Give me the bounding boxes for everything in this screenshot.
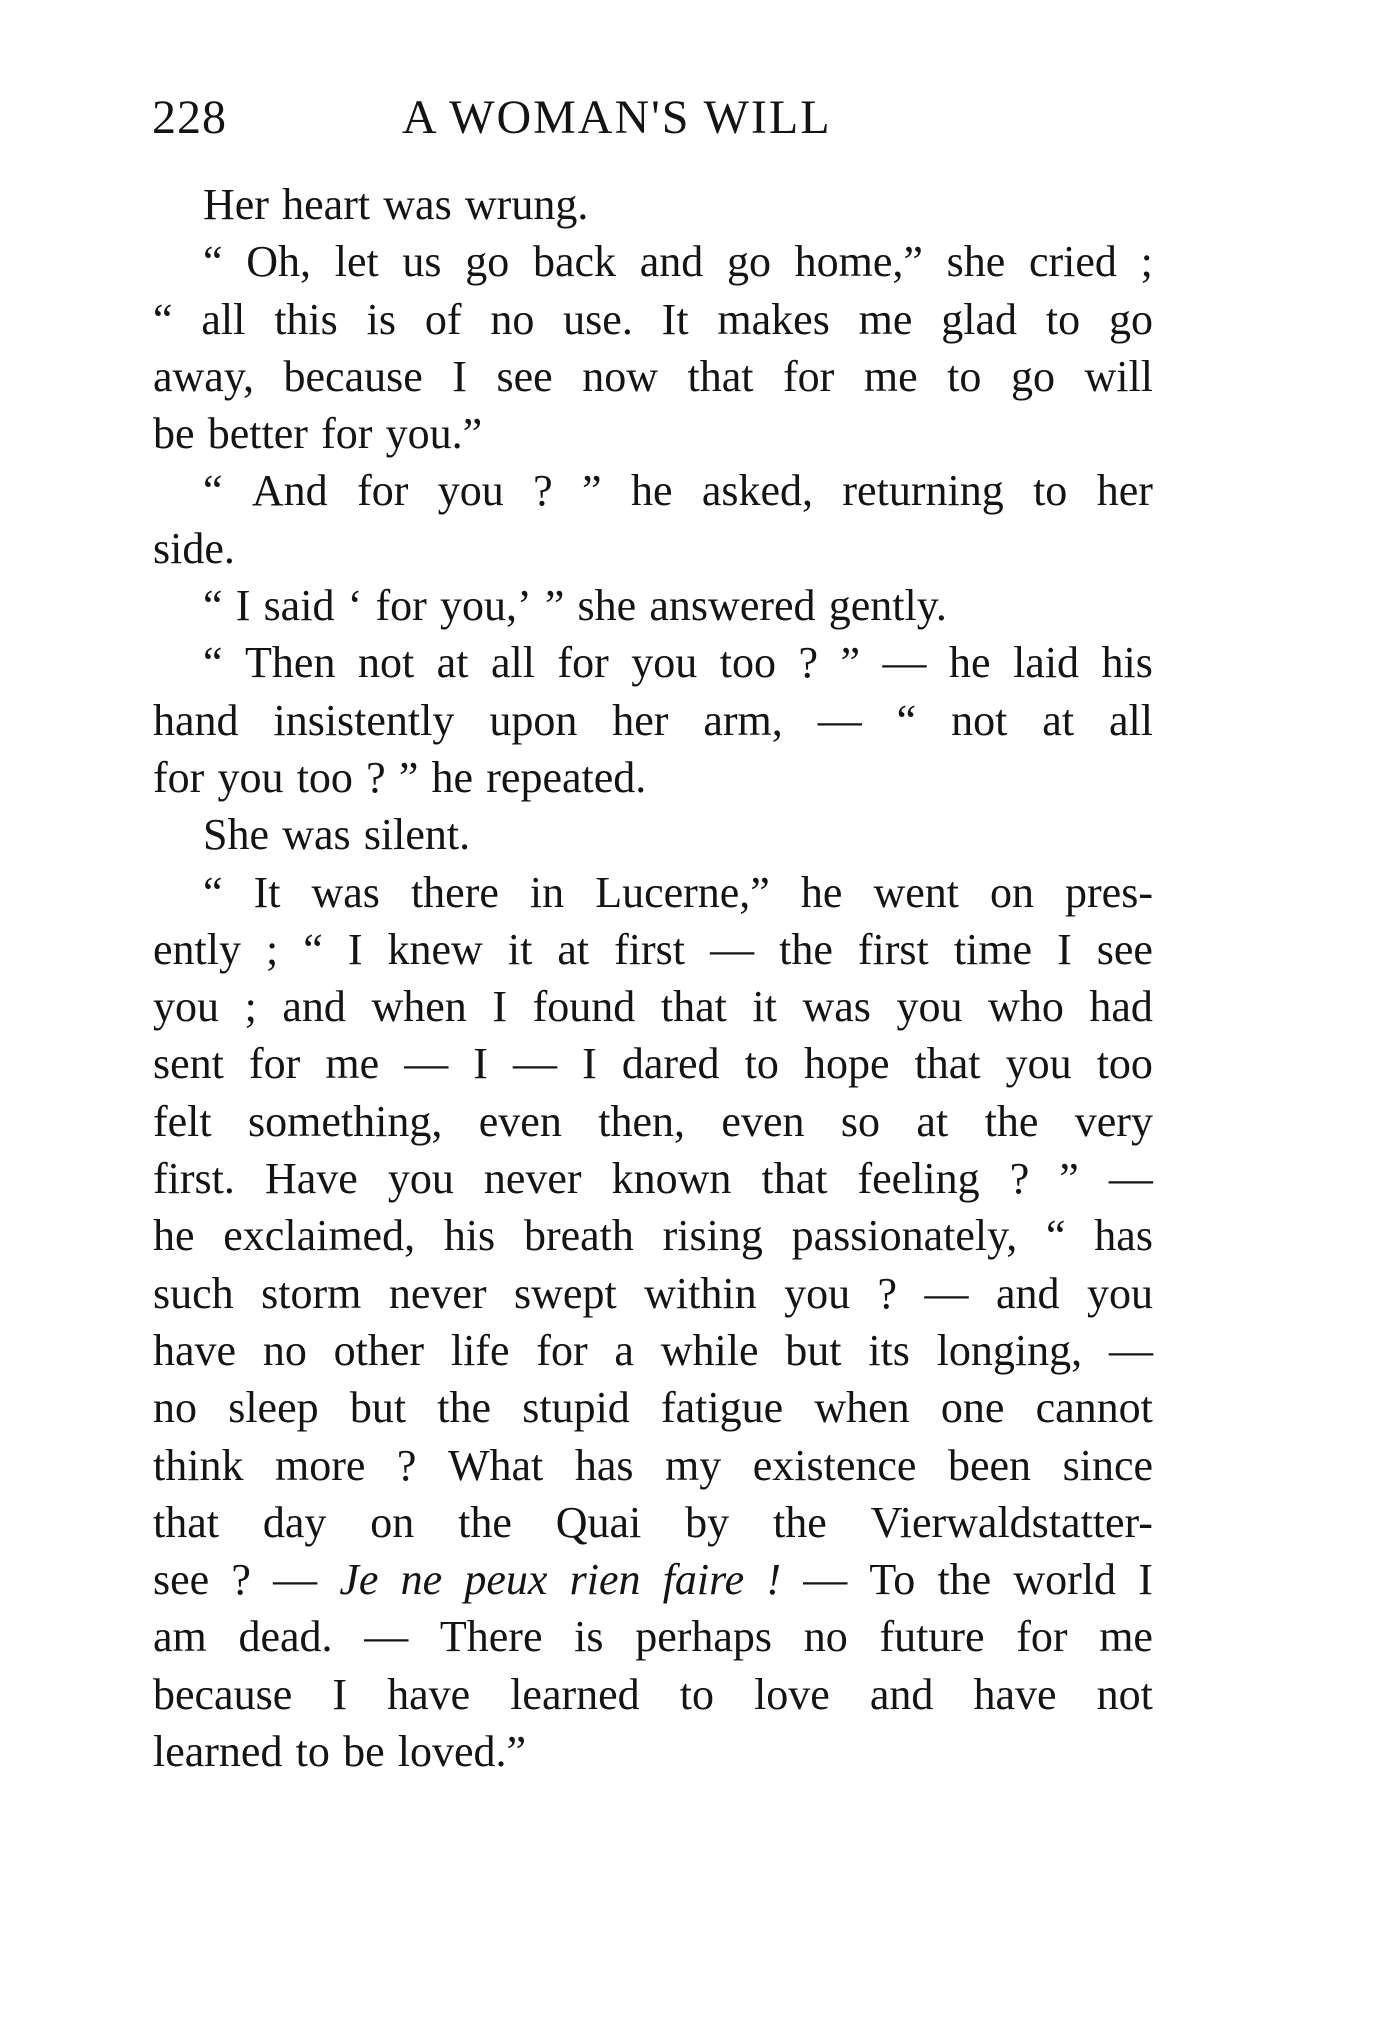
text-line: first. Have you never known that feeling ? ” — (153, 1154, 1153, 1204)
text-line: learned to be loved.” (153, 1727, 527, 1777)
text-line: have no other life for a while but its longing, — (153, 1325, 1153, 1375)
text-line: for you too ? ” he repeated. (153, 752, 647, 802)
text-line: “ Then not at all for you too ? ” — he laid his (203, 638, 1153, 688)
page-number: 228 (152, 91, 227, 144)
text-line: no sleep but the stupid fatigue when one cannot (153, 1383, 1153, 1433)
text-line: “ Oh, let us go back and go home,” she cried ; (203, 237, 1153, 287)
text-line: because I have learned to love and have not (153, 1669, 1153, 1719)
text-line: see ? — Je ne peux rien faire ! — To the world I (153, 1555, 1153, 1605)
text-line: that day on the Quai by the Vierwaldstatter- (153, 1497, 1153, 1547)
text-line: he exclaimed, his breath rising passionately, “ has (153, 1211, 1153, 1261)
text-line: be better for you.” (153, 409, 483, 459)
text-line: “ And for you ? ” he asked, returning to her (203, 466, 1153, 516)
text-line: think more ? What has my existence been since (153, 1440, 1153, 1490)
text-line: “ It was there in Lucerne,” he went on pres- (203, 867, 1153, 917)
text-line: She was silent. (203, 810, 471, 860)
text-line: “ I said ‘ for you,’ ” she answered gently. (203, 581, 947, 631)
running-title: A WOMAN'S WILL (402, 91, 832, 144)
text-line: ently ; “ I knew it at first — the first time I see (153, 924, 1153, 974)
text-line: “ all this is of no use. It makes me glad to go (153, 294, 1153, 344)
text-line: side. (153, 523, 235, 573)
text-line: you ; and when I found that it was you who had (153, 982, 1153, 1032)
text-line: Her heart was wrung. (203, 180, 589, 229)
text-line: am dead. — There is perhaps no future for me (153, 1612, 1153, 1662)
text-line: away, because I see now that for me to go will (153, 351, 1153, 401)
text-line: sent for me — I — I dared to hope that you too (153, 1039, 1153, 1089)
body-text (153, 176, 1153, 1780)
text-line: such storm never swept within you ? — and you (153, 1268, 1153, 1318)
text-line: felt something, even then, even so at the very (153, 1096, 1153, 1146)
running-head (152, 88, 1152, 148)
text-line: hand insistently upon her arm, — “ not at all (153, 695, 1153, 745)
